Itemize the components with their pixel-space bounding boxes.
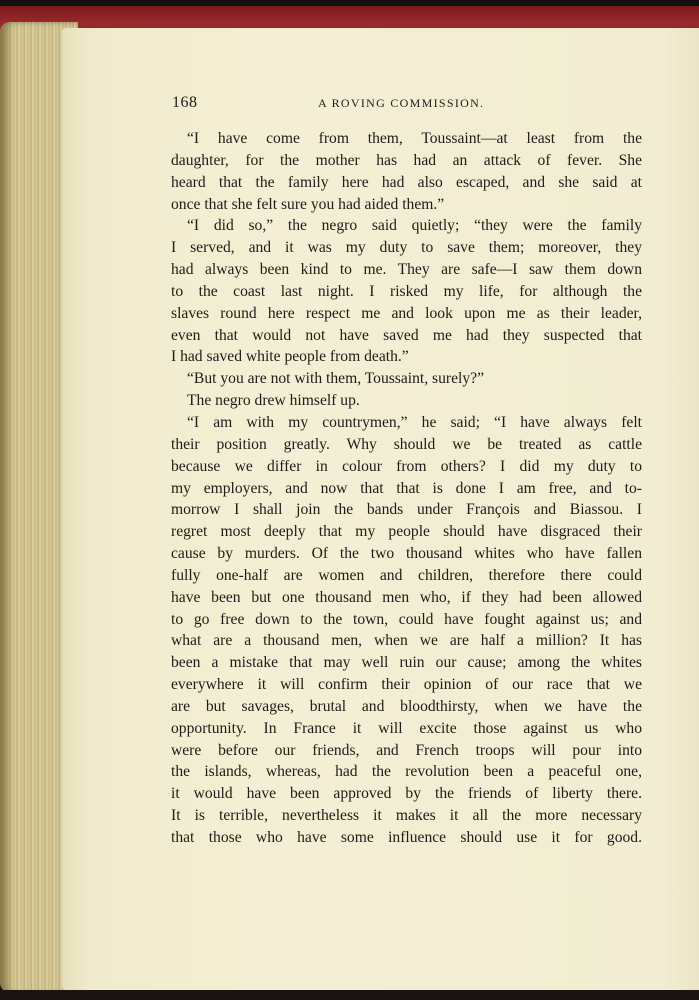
text-line: once that she felt sure you had aided them.” — [171, 195, 445, 213]
text-line: “I am with my countrymen,” he said; “I have always felt — [187, 413, 642, 431]
body-text — [171, 128, 642, 849]
bottom-shadow — [0, 990, 699, 1000]
text-line: to the coast last night. I risked my life, for although the — [171, 282, 642, 300]
text-line: I had saved white people from death.” — [171, 348, 409, 366]
text-line: because we differ in colour from others? I did my duty to — [171, 457, 642, 475]
text-line: what are a thousand men, when we are half a million? It has — [171, 632, 642, 650]
text-line: It is terrible, nevertheless it makes it all the more necessary — [171, 807, 642, 825]
text-line: even that would not have saved me had they suspected that — [171, 326, 642, 344]
text-line: daughter, for the mother has had an attack of fever. She — [171, 151, 642, 169]
text-line: their position greatly. Why should we be treated as cattle — [171, 435, 642, 453]
text-line: been a mistake that may well ruin our cause; among the whites — [171, 654, 642, 672]
text-line: The negro drew himself up. — [187, 392, 360, 410]
text-line: I served, and it was my duty to save them; moreover, they — [171, 239, 642, 257]
text-line: “I have come from them, Toussaint—at least from the — [187, 130, 642, 147]
text-line: had always been kind to me. They are safe—I saw them down — [171, 261, 642, 279]
text-line: that those who have some influence should use it for good. — [171, 829, 642, 846]
text-line: opportunity. In France it will excite those against us who — [171, 719, 642, 737]
page-header — [172, 94, 642, 116]
text-line: to go free down to the town, could have fought against us; and — [171, 610, 642, 628]
page-number: 168 — [172, 94, 198, 111]
text-line: the islands, whereas, had the revolution been a peaceful one, — [171, 763, 642, 781]
text-line: fully one-half are women and children, therefore there could — [171, 566, 642, 584]
text-line: my employers, and now that that is done I am free, and to- — [171, 479, 642, 497]
text-line: were before our friends, and French troops will pour into — [171, 741, 642, 759]
text-line: everywhere it will confirm their opinion of our race that we — [171, 676, 642, 694]
text-line: have been but one thousand men who, if they had been allowed — [171, 588, 642, 606]
text-line: “But you are not with them, Toussaint, surely?” — [187, 370, 485, 388]
text-line: slaves round here respect me and look upon me as their leader, — [171, 304, 642, 322]
text-line: heard that the family here had also escaped, and she said at — [171, 173, 642, 191]
text-line: are but savages, brutal and bloodthirsty, when we have the — [171, 697, 642, 715]
text-line: morrow I shall join the bands under François and Biassou. I — [171, 501, 642, 519]
text-line: “I did so,” the negro said quietly; “they were the family — [187, 217, 642, 235]
text-line: regret most deeply that my people should have disgraced their — [171, 523, 642, 541]
text-line: cause by murders. Of the two thousand whites who have fallen — [171, 545, 642, 563]
running-head: A ROVING COMMISSION. — [318, 96, 485, 110]
text-line: it would have been approved by the friends of liberty there. — [171, 785, 642, 803]
